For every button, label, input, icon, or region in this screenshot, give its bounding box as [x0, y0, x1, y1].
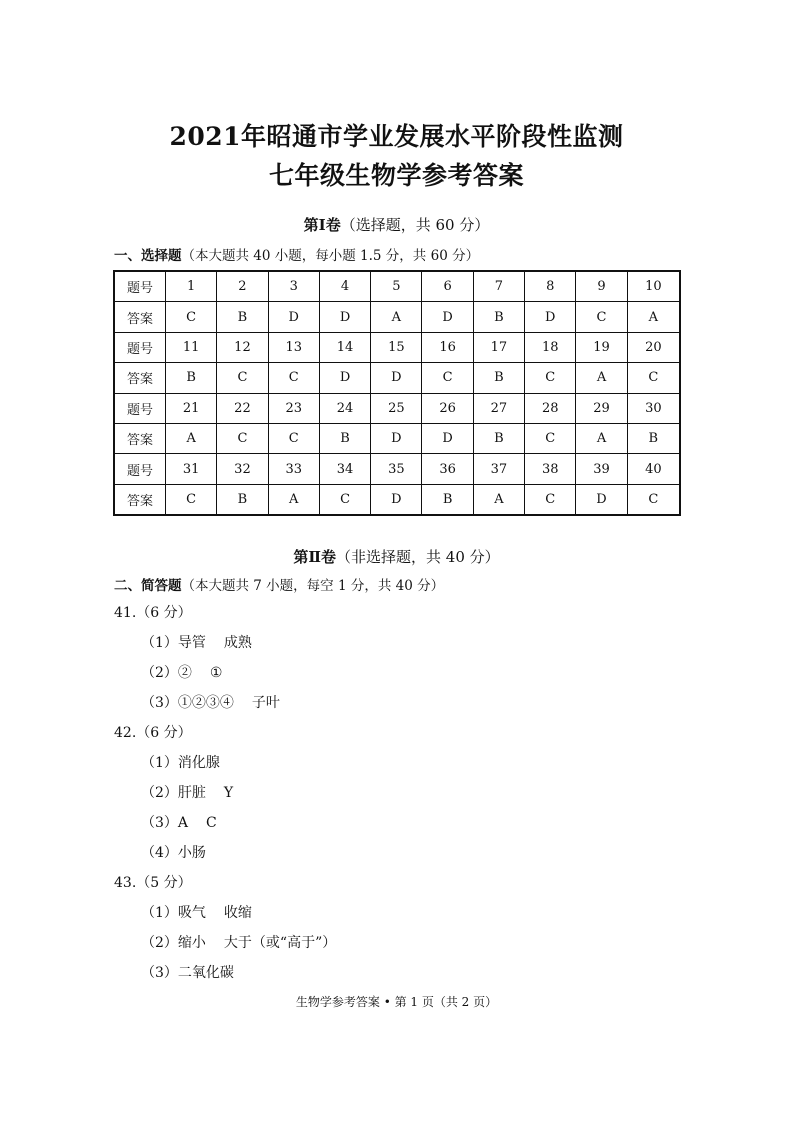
answer-cell: A	[268, 484, 319, 515]
answer-cell: B	[217, 302, 268, 332]
answer-cell: D	[371, 363, 422, 393]
page-footer: 生物学参考答案 • 第 1 页（共 2 页）	[295, 995, 498, 1009]
answer-row	[114, 423, 680, 453]
answer-cell: A	[627, 302, 680, 332]
answer-cell: D	[371, 423, 422, 453]
answer-line	[141, 962, 252, 982]
question-number-cell: 33	[268, 454, 319, 484]
answer-blank-2: 大于（或“高于”）	[223, 935, 337, 951]
question-number-cell: 6	[422, 271, 473, 302]
row-label: 题号	[114, 393, 166, 423]
question-number-cell: 39	[576, 454, 627, 484]
answer-blank-1: ①②③④	[177, 695, 234, 711]
row-label: 答案	[114, 423, 166, 453]
answer-line	[141, 782, 233, 802]
answer-cell: C	[166, 302, 217, 332]
question-number-cell: 9	[576, 271, 627, 302]
question-number-cell: 29	[576, 393, 627, 423]
part2-heading	[0, 546, 793, 567]
question-number-cell: 27	[473, 393, 524, 423]
answer-blank-1: 肝脏	[177, 785, 206, 801]
answer-blank-2: C	[206, 815, 217, 831]
question-number-cell: 36	[422, 454, 473, 484]
answer-cell: C	[217, 363, 268, 393]
answer-cell: B	[217, 484, 268, 515]
answer-cell: C	[166, 484, 217, 515]
answer-cell: D	[371, 484, 422, 515]
question-label: 43.（5 分）	[114, 875, 192, 891]
question-number-cell: 31	[166, 454, 217, 484]
answer-cell: B	[473, 302, 524, 332]
question-number-cell: 30	[627, 393, 680, 423]
answer-cell: D	[422, 302, 473, 332]
answer-blank-2: 子叶	[251, 695, 280, 711]
answer-blank-1: 二氧化碳	[177, 965, 234, 981]
question-number-cell: 8	[525, 271, 576, 302]
answer-line	[141, 632, 252, 652]
answer-line	[141, 932, 336, 952]
question-label: 41.（6 分）	[114, 605, 192, 621]
question-number-cell: 15	[371, 332, 422, 362]
answer-line	[141, 752, 238, 772]
answer-cell: B	[319, 423, 370, 453]
sub-question-number: （3）	[141, 965, 178, 981]
question-number-cell: 37	[473, 454, 524, 484]
question-number-cell: 12	[217, 332, 268, 362]
answer-line	[141, 692, 280, 712]
part1-heading-bold: 第Ⅰ卷	[303, 216, 341, 234]
question-number-cell: 21	[166, 393, 217, 423]
part1-heading	[0, 214, 793, 235]
row-label: 答案	[114, 302, 166, 332]
question-number-cell: 32	[217, 454, 268, 484]
answer-cell: C	[422, 363, 473, 393]
answer-cell: A	[576, 363, 627, 393]
part2-heading-rest: （非选择题，共 40 分）	[336, 548, 500, 566]
row-label: 题号	[114, 332, 166, 362]
answer-cell: B	[627, 423, 680, 453]
answer-table	[113, 270, 681, 516]
document-subtitle: 七年级生物学参考答案	[268, 161, 524, 190]
answer-row	[114, 363, 680, 393]
question-number-cell: 26	[422, 393, 473, 423]
question-number-cell: 11	[166, 332, 217, 362]
question-number-cell: 14	[319, 332, 370, 362]
question-number-cell: 20	[627, 332, 680, 362]
answer-cell: D	[576, 484, 627, 515]
answer-cell: C	[525, 363, 576, 393]
answer-cell: A	[473, 484, 524, 515]
question-number-cell: 2	[217, 271, 268, 302]
question-number-cell: 3	[268, 271, 319, 302]
part1-section	[114, 244, 479, 264]
answer-cell: C	[268, 363, 319, 393]
sub-question-number: （1）	[141, 755, 178, 771]
answer-row	[114, 484, 680, 515]
row-label: 答案	[114, 363, 166, 393]
row-label: 题号	[114, 271, 166, 302]
answer-cell: C	[627, 484, 680, 515]
part2-section-bold: 二、简答题	[114, 578, 182, 594]
part2-heading-bold: 第Ⅱ卷	[293, 548, 337, 566]
answer-cell: B	[166, 363, 217, 393]
question-number-cell: 34	[319, 454, 370, 484]
answer-blank-2: Y	[223, 785, 234, 801]
row-label: 题号	[114, 454, 166, 484]
answer-cell: D	[319, 302, 370, 332]
question-number-cell: 22	[217, 393, 268, 423]
answer-cell: C	[217, 423, 268, 453]
sub-question-number: （1）	[141, 905, 178, 921]
sub-question-number: （2）	[141, 665, 178, 681]
question-number-row	[114, 454, 680, 484]
answer-blank-1: 小肠	[177, 845, 206, 861]
sub-question-number: （2）	[141, 785, 178, 801]
answer-cell: B	[473, 363, 524, 393]
row-label: 答案	[114, 484, 166, 515]
part1-section-bold: 一、选择题	[114, 248, 182, 264]
question-label: 42.（6 分）	[114, 725, 192, 741]
question-number-cell: 40	[627, 454, 680, 484]
question-number-cell: 10	[627, 271, 680, 302]
part1-heading-rest: （选择题，共 60 分）	[340, 216, 490, 234]
question-number-cell: 19	[576, 332, 627, 362]
sub-question-number: （3）	[141, 815, 178, 831]
question-number-row	[114, 332, 680, 362]
answer-cell: A	[371, 302, 422, 332]
question-number-cell: 5	[371, 271, 422, 302]
sub-question-number: （2）	[141, 935, 178, 951]
answer-line	[141, 812, 217, 832]
question-number-cell: 28	[525, 393, 576, 423]
answer-cell: D	[319, 363, 370, 393]
answer-cell: B	[473, 423, 524, 453]
question-number-row	[114, 393, 680, 423]
answer-blank-2: 成熟	[223, 635, 252, 651]
question-number-cell: 13	[268, 332, 319, 362]
answer-blank-2: 收缩	[223, 905, 252, 921]
part2-section	[114, 574, 444, 594]
question-number-cell: 1	[166, 271, 217, 302]
question-number-cell: 23	[268, 393, 319, 423]
sub-question-number: （3）	[141, 695, 178, 711]
question-number-cell: 25	[371, 393, 422, 423]
answer-blank-1: A	[177, 815, 189, 831]
question-number-cell: 16	[422, 332, 473, 362]
answer-cell: C	[319, 484, 370, 515]
answer-blank-1: 消化腺	[177, 755, 220, 771]
question-number-cell: 18	[525, 332, 576, 362]
answer-line	[141, 842, 224, 862]
answer-cell: C	[576, 302, 627, 332]
answer-cell: D	[422, 423, 473, 453]
question-number-cell: 35	[371, 454, 422, 484]
answer-line	[141, 902, 252, 922]
answer-blank-1: 缩小	[177, 935, 206, 951]
answer-row	[114, 302, 680, 332]
question-number-cell: 4	[319, 271, 370, 302]
answer-cell: D	[525, 302, 576, 332]
sub-question-number: （1）	[141, 635, 178, 651]
document-title: 2021年昭通市学业发展水平阶段性监测	[169, 122, 624, 151]
answer-cell: C	[525, 484, 576, 515]
answer-cell: C	[627, 363, 680, 393]
answer-blank-2: ①	[209, 665, 223, 681]
part2-section-rest: （本大题共 7 小题，每空 1 分，共 40 分）	[181, 578, 445, 594]
answer-cell: B	[422, 484, 473, 515]
answer-blank-1: ②	[177, 665, 192, 681]
answer-cell: A	[576, 423, 627, 453]
part1-section-rest: （本大题共 40 小题，每小题 1.5 分，共 60 分）	[181, 248, 480, 264]
sub-question-number: （4）	[141, 845, 178, 861]
answer-blank-1: 导管	[177, 635, 206, 651]
question-number-row	[114, 271, 680, 302]
answer-cell: C	[268, 423, 319, 453]
question-number-cell: 38	[525, 454, 576, 484]
answer-cell: A	[166, 423, 217, 453]
answer-line	[141, 662, 222, 682]
question-number-cell: 17	[473, 332, 524, 362]
answer-cell: D	[268, 302, 319, 332]
answer-blank-1: 吸气	[177, 905, 206, 921]
answer-cell: C	[525, 423, 576, 453]
question-number-cell: 24	[319, 393, 370, 423]
question-number-cell: 7	[473, 271, 524, 302]
